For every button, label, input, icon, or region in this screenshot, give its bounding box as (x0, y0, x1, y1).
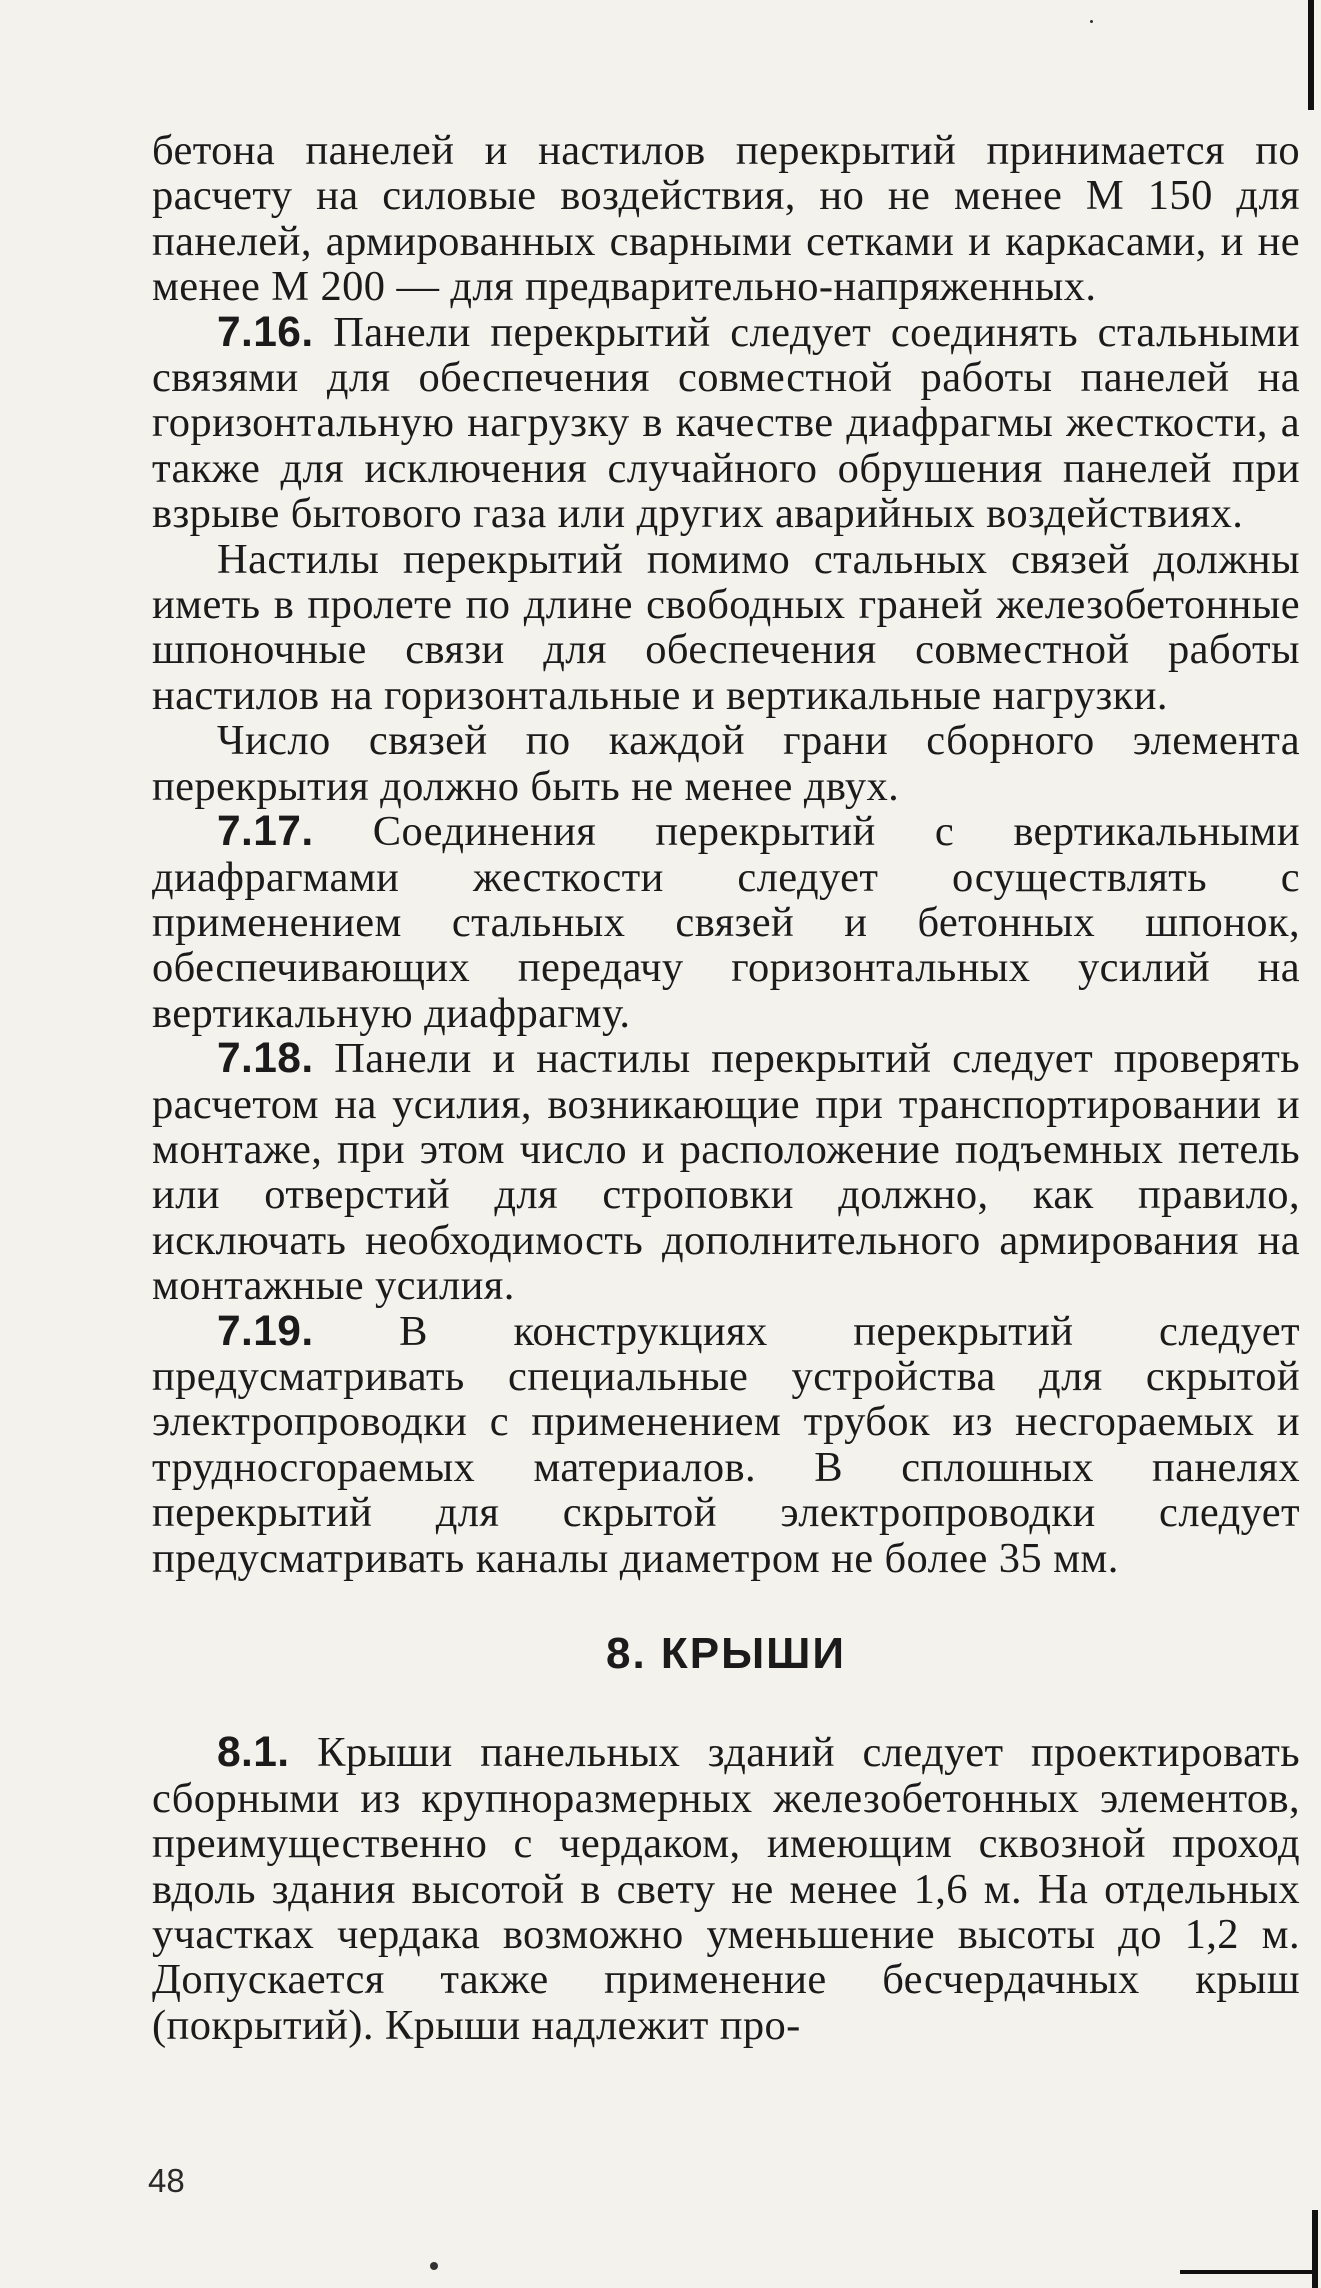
section-heading: 8. КРЫШИ (605, 1629, 847, 1678)
paragraph-7-19 (152, 1309, 1300, 1581)
clause-number: 7.19. (217, 1307, 314, 1355)
clause-text: Соединения перекрытий с вертикальными диафрагмами жесткости следует осуществлять с применением стальных связей и бетонных шпонок, обеспечивающих передачу горизонтальных усилий на вертикальную диафрагму. (152, 808, 1300, 1037)
clause-text: В конструкциях перекрытий следует предусматривать специальные устройства для скрытой электропроводки с применением трубок из несгораемых и трудносгораемых материалов. В сплошных панелях перекрытий для скрытой электропроводки следует предусматривать каналы диаметром не более 35 мм. (152, 1307, 1300, 1582)
paragraph-chislo-svyazey: Число связей по каждой грани сборного элемента перекрытия должно быть не менее двух. (152, 717, 1300, 810)
clause-text: Крыши панельных зданий следует проектировать сборными из крупноразмерных железобетонных элементов, преимущественно с чердаком, имеющим сквозной проход вдоль здания высотой в свету не менее 1,6 м. На отдельных участках чердака возможно уменьшение высоты до 1,2 м. Допускается также применение бесчердачных крыш (покрытий). Крыши надлежит про- (152, 1729, 1300, 2049)
clause-number: 7.16. (217, 308, 314, 356)
scan-speck (1090, 20, 1093, 23)
paragraph-8-1 (152, 1730, 1300, 2048)
clause-text: Панели перекрытий следует соединять стальными связями для обеспечения совместной работы панелей на горизонтальную нагрузку в качестве диафрагмы жесткости, а также для исключения случайного обрушения панелей при взрыве бытового газа или других аварийных воздействиях. (152, 308, 1301, 538)
clause-number: 7.17. (217, 808, 314, 856)
page-number: 48 (148, 2162, 185, 2199)
clause-number: 7.18. (217, 1035, 314, 1083)
scan-edge-mark (1180, 2270, 1315, 2274)
paragraph-7-17 (152, 809, 1300, 1036)
clause-text: Панели и настилы перекрытий следует проверять расчетом на усилия, возникающие при транспортировании и монтаже, при этом число и расположение подъемных петель или отверстий для строповки должно, как правило, исключать необходимость дополнительного армирования на монтажные усилия. (152, 1035, 1300, 1310)
paragraph-7-16 (152, 310, 1300, 537)
paragraph-continuation: бетона панелей и настилов перекрытий принимается по расчету на силовые воздействия, но не менее М 150 для панелей, армированных сварными сетками и каркасами, и не менее М 200 — для предварительно-напряженных. (152, 127, 1300, 311)
paragraph-nastily: Настилы перекрытий помимо стальных связей должны иметь в пролете по длине свободных граней железобетонные шпоночные связи для обеспечения совместной работы настилов на горизонтальные и вертикальные нагрузки. (152, 535, 1300, 719)
scan-edge-mark (1312, 2210, 1318, 2288)
page-body (152, 128, 1300, 2048)
scan-speck (430, 2262, 438, 2270)
scan-edge-mark (1308, 0, 1314, 110)
clause-number: 8.1. (217, 1729, 290, 1777)
paragraph-7-18 (152, 1036, 1300, 1308)
